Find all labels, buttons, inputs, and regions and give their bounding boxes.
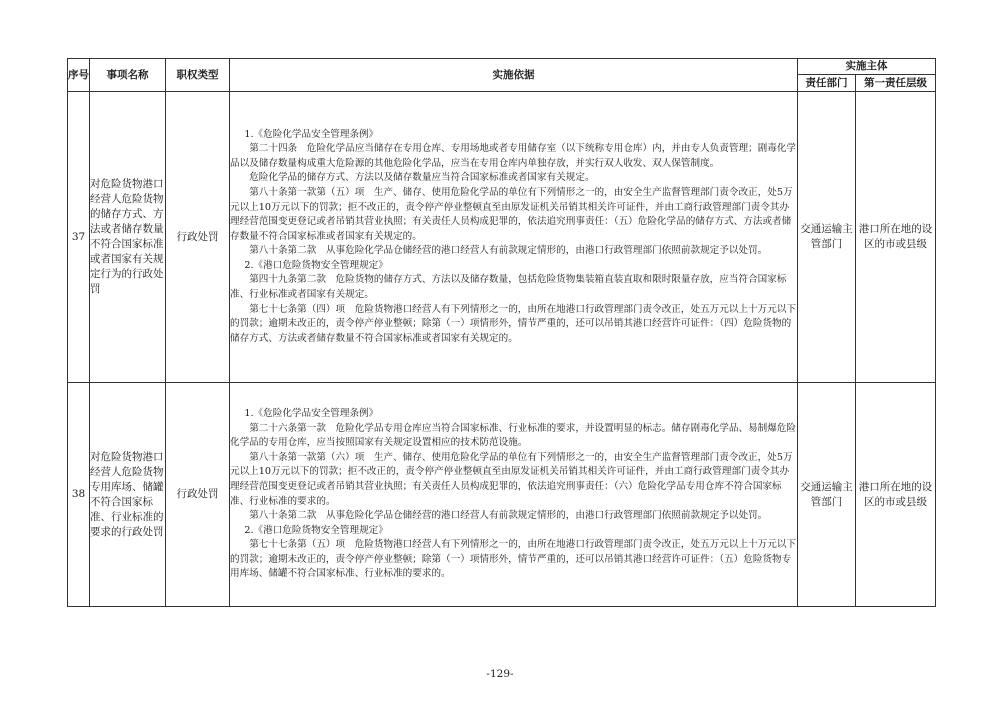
basis-paragraph: 危险化学品的储存方式、方法以及储存数量应当符合国家标准或者国家有关规定。 <box>249 172 595 184</box>
row-level: 港口所在地的设区的市或县级 <box>856 383 936 607</box>
basis-paragraph: 第二十四条 危险化学品应当储存在专用仓库、专用场地或者专用储存室（以下统称专用仓库）内，并由专人负责管理；剧毒化学品以及储存数量构成重大危险源的其他危险化学品，应当在专用仓库内单独存放，并实行双人收发、双人保管制度。 <box>230 143 797 169</box>
header-subject: 实施主体 <box>798 59 936 75</box>
row-seq: 37 <box>68 92 90 383</box>
header-seq: 序号 <box>68 59 90 92</box>
row-basis <box>230 92 798 383</box>
table-row <box>68 92 936 383</box>
basis-paragraph: 2.《港口危险货物安全管理规定》 <box>244 524 388 536</box>
header-dept: 责任部门 <box>798 75 856 92</box>
row-power-type: 行政处罚 <box>166 92 230 383</box>
basis-paragraph: 第八十条第二款 从事危险化学品仓储经营的港口经营人有前款规定情形的，由港口行政管理部门依照前款规定予以处罚。 <box>249 510 768 522</box>
page-number: -129- <box>486 668 514 680</box>
table-row <box>68 383 936 607</box>
header-power-type: 职权类型 <box>166 59 230 92</box>
basis-paragraph: 第二十六条第一款 危险化学品专用仓库应当符合国家标准、行业标准的要求，并设置明显的标志。储存剧毒化学品、易制爆危险化学品的专用仓库，应当按照国家有关规定设置相应的技术防范设施。 <box>230 422 797 449</box>
row-item-name: 对危险货物港口经营人危险货物专用库场、储罐不符合国家标准、行业标准的要求的行政处罚 <box>90 383 166 607</box>
row-item-name: 对危险货物港口经营人危险货物的储存方式、方法或者储存数量不符合国家标准或者国家有关规定行为的行政处罚 <box>90 92 166 383</box>
basis-paragraph: 第八十条第一款第（五）项 生产、储存、使用危险化学品的单位有下列情形之一的，由安全生产监督管理部门责令改正，处5万元以上10万元以下的罚款；拒不改正的，责令停产停业整顿直至由原发证机关吊销其相关许可证件，并由工商行政管理部门责令其办理经营范围变更登记或者吊销其营业执照；有关责任人员构成犯罪的，依法追究刑事责任：（五）危险化学品的储存方式、方法或者储存数量不符合国家标准或者国家有关规定的。 <box>230 186 793 242</box>
row-power-type: 行政处罚 <box>166 383 230 607</box>
row-basis <box>230 383 798 607</box>
enforcement-table <box>67 58 936 607</box>
basis-paragraph: 第八十条第一款第（六）项 生产、储存、使用危险化学品的单位有下列情形之一的，由安全生产监督管理部门责令改正，处5万元以上10万元以下的罚款；拒不改正的，责令停产停业整顿直至由原发证机关吊销其相关许可证件，并由工商行政管理部门责令其办理经营范围变更登记或者吊销其营业执照；有关责任人员构成犯罪的，依法追究刑事责任：（六）危险化学品专用仓库不符合国家标准、行业标准的要求的。 <box>230 451 793 507</box>
basis-paragraph: 第八十条第二款 从事危险化学品仓储经营的港口经营人有前款规定情形的，由港口行政管理部门依照前款规定予以处罚。 <box>249 245 768 257</box>
header-level: 第一责任层级 <box>856 75 936 92</box>
row-dept: 交通运输主管部门 <box>798 383 856 607</box>
basis-paragraph: 第四十九条第二款 危险货物的储存方式、方法以及储存数量，包括危险货物集装箱直装直取和限时限量存放，应当符合国家标准、行业标准或者国家有关规定。 <box>230 274 787 301</box>
basis-paragraph: 1.《危险化学品安全管理条例》 <box>244 407 379 419</box>
row-level: 港口所在地的设区的市或县级 <box>856 92 936 383</box>
row-seq: 38 <box>68 383 90 607</box>
header-item-name: 事项名称 <box>90 59 166 92</box>
basis-paragraph: 第七十七条第（五）项 危险货物港口经营人有下列情形之一的，由所在地港口行政管理部门责令改正，处五万元以上十万元以下的罚款；逾期未改正的，责令停产停业整顿；除第（一）项情形外，情节严重的，还可以吊销其港口经营许可证件：（五）危险货物专用库场、储罐不符合国家标准、行业标准的要求的。 <box>230 539 797 580</box>
header-basis: 实施依据 <box>230 59 798 92</box>
basis-paragraph: 2.《港口危险货物安全管理规定》 <box>244 259 388 271</box>
basis-paragraph: 第七十七条第（四）项 危险货物港口经营人有下列情形之一的，由所在地港口行政管理部门责令改正，处五万元以上十万元以下的罚款；逾期未改正的，责令停产停业整顿；除第（一）项情形外，情节严重的，还可以吊销其港口经营许可证件：（四）危险货物的储存方式、方法或者储存数量不符合国家标准或者国家有关规定的。 <box>230 303 797 344</box>
basis-paragraph: 1.《危险化学品安全管理条例》 <box>244 128 379 140</box>
row-dept: 交通运输主管部门 <box>798 92 856 383</box>
